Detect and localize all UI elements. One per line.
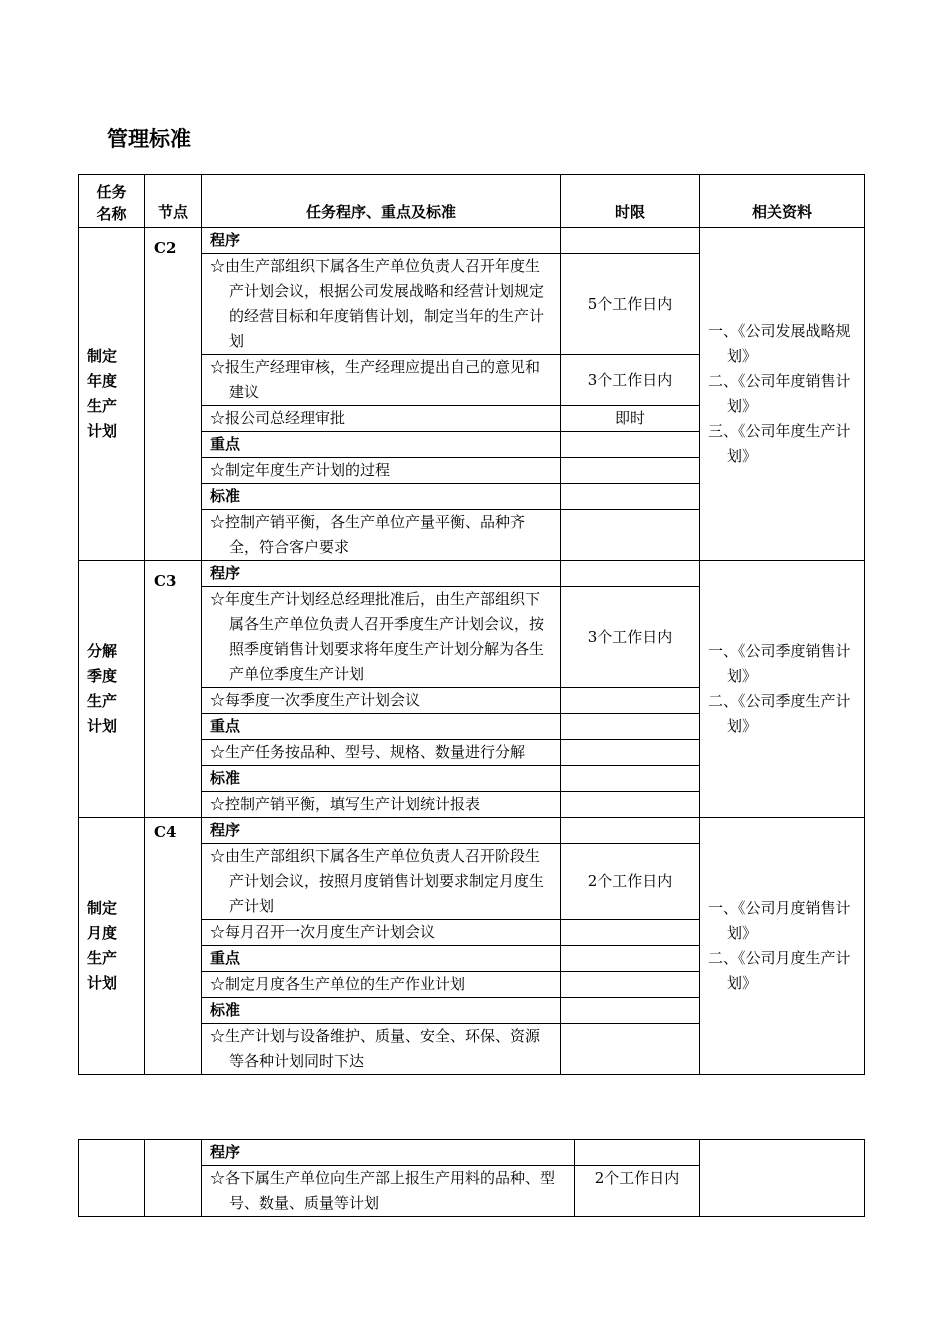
procedure-text: ☆报生产经理审核，生产经理应提出自己的意见和建议 xyxy=(210,358,541,401)
section-row xyxy=(79,228,865,254)
node-cell: C2 xyxy=(145,228,202,561)
procedure-text: ☆报公司总经理审批 xyxy=(210,409,346,427)
management-standard-table xyxy=(78,174,865,1075)
time-limit xyxy=(561,688,700,714)
procedure-text: ☆由生产部组织下属各生产单位负责人召开年度生产计划会议，根据公司发展战略和经营计划规定的经营目标和年度销售计划，制定当年的生产计划 xyxy=(210,257,545,350)
procedure-text: ☆由生产部组织下属各生产单位负责人召开阶段生产计划会议，按照月度销售计划要求制定月度生产计划 xyxy=(210,847,545,915)
standard-text: ☆生产计划与设备维护、质量、安全、环保、资源等各种计划同时下达 xyxy=(210,1027,541,1070)
header-time-limit: 时限 xyxy=(561,175,700,228)
node-cell: C4 xyxy=(145,818,202,1075)
node-cell: C3 xyxy=(145,561,202,818)
task-name-cell: 分解 季度 生产 计划 xyxy=(79,561,145,818)
time-limit: 即时 xyxy=(561,406,700,432)
reference-item: 一、《公司月度销售计划》 xyxy=(708,899,851,942)
procedure-text: ☆每季度一次季度生产计划会议 xyxy=(210,691,421,709)
key-point-text: ☆生产任务按品种、型号、规格、数量进行分解 xyxy=(210,743,526,761)
header-references: 相关资料 xyxy=(700,175,865,228)
standard-label: 标准 xyxy=(202,484,561,510)
references-cell xyxy=(700,228,865,561)
key-point-text: ☆制定年度生产计划的过程 xyxy=(210,461,391,479)
header-procedure: 任务程序、重点及标准 xyxy=(202,175,561,228)
procedure-text: ☆每月召开一次月度生产计划会议 xyxy=(210,923,436,941)
section-row xyxy=(79,1140,865,1166)
reference-item: 一、《公司季度销售计划》 xyxy=(708,642,851,685)
standard-text: ☆控制产销平衡，各生产单位产量平衡、品种齐全，符合客户要求 xyxy=(210,513,526,556)
section-row xyxy=(79,818,865,844)
reference-item: 二、《公司季度生产计划》 xyxy=(708,692,851,735)
reference-item: 二、《公司月度生产计划》 xyxy=(708,949,851,992)
key-label: 重点 xyxy=(202,714,561,740)
time-limit: 5个工作日内 xyxy=(561,254,700,355)
procedure-text: ☆年度生产计划经总经理批准后，由生产部组织下属各生产单位负责人召开季度生产计划会议，按照季度销售计划要求将年度生产计划分解为各生产单位季度生产计划 xyxy=(210,590,545,683)
continuation-table xyxy=(78,1139,865,1217)
reference-item: 三、《公司年度生产计划》 xyxy=(708,422,851,465)
task-name-cell: 制定 月度 生产 计划 xyxy=(79,818,145,1075)
reference-item: 一、《公司发展战略规划》 xyxy=(708,322,851,365)
standard-label: 标准 xyxy=(202,766,561,792)
time-limit: 2个工作日内 xyxy=(561,844,700,920)
procedure-label: 程序 xyxy=(202,228,561,254)
section-row xyxy=(79,561,865,587)
reference-item: 二、《公司年度销售计划》 xyxy=(708,372,851,415)
standard-label: 标准 xyxy=(202,998,561,1024)
references-cell xyxy=(700,561,865,818)
key-label: 重点 xyxy=(202,432,561,458)
standard-text: ☆控制产销平衡，填写生产计划统计报表 xyxy=(210,795,481,813)
header-task-name: 任务 名称 xyxy=(79,175,145,228)
procedure-label: 程序 xyxy=(202,818,561,844)
time-limit: 2个工作日内 xyxy=(575,1166,700,1217)
time-limit xyxy=(561,920,700,946)
time-limit: 3个工作日内 xyxy=(561,355,700,406)
page-title: 管理标准 xyxy=(107,127,191,151)
task-name-cell: 制定 年度 生产 计划 xyxy=(79,228,145,561)
references-cell xyxy=(700,818,865,1075)
key-label: 重点 xyxy=(202,946,561,972)
time-limit: 3个工作日内 xyxy=(561,587,700,688)
header-row xyxy=(79,175,865,228)
header-node: 节点 xyxy=(145,175,202,228)
procedure-text: ☆各下属生产单位向生产部上报生产用料的品种、型号、数量、质量等计划 xyxy=(210,1169,556,1212)
procedure-label: 程序 xyxy=(202,1140,575,1166)
key-point-text: ☆制定月度各生产单位的生产作业计划 xyxy=(210,975,466,993)
procedure-label: 程序 xyxy=(202,561,561,587)
